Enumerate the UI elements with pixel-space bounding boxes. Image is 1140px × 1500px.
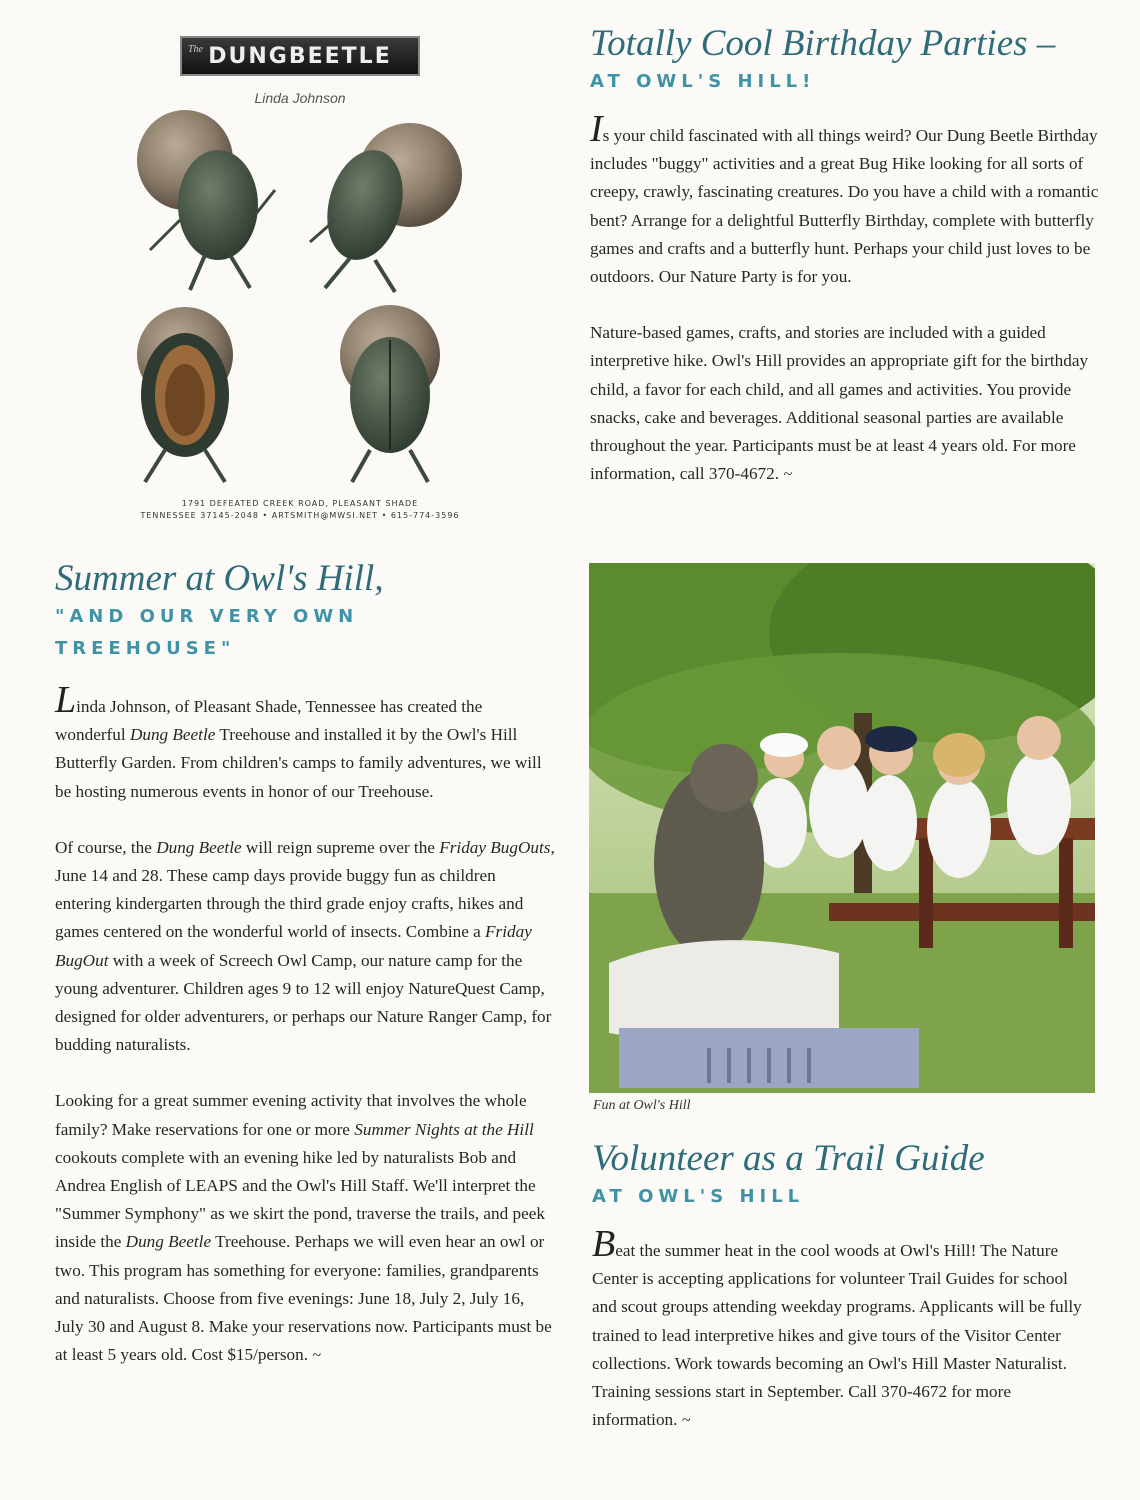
volunteer-paragraph <box>592 1223 1092 1435</box>
drop-cap: L <box>55 679 77 721</box>
summer-p1-text-a: inda Johnson, of Pleasant Shade, Tennessee has created the wonderful <box>55 697 483 745</box>
end-mark-icon: ~ <box>681 1412 691 1430</box>
summer-p3-text-a: Looking for a great summer evening activity that involves the whole family? Make reservations for one or more <box>55 1091 527 1139</box>
beetle-image-3 <box>137 307 233 482</box>
end-mark-icon: ~ <box>312 1347 321 1365</box>
logo-the-text: The <box>188 44 203 55</box>
summer-p1-text-b: Treehouse and installed it by the Owl's Hill Butterfly Garden. From children's camps to family adventures, we will be hosting numerous events in honor of our Treehouse. <box>55 725 542 801</box>
beetle-image-2 <box>310 123 462 292</box>
beetle-image-4 <box>340 305 440 482</box>
summer-title: Summer at Owl's Hill, <box>55 558 384 599</box>
photo-caption: Fun at Owl's Hill <box>593 1098 691 1113</box>
summer-p3-text-b: cookouts complete with an evening hike led by naturalists Bob and Andrea English of LEAPS and the Owl's Hill Staff. We'll interpret the "Summer Symphony" as we skirt the pond, traverse the trails, and peek inside the <box>55 1147 545 1252</box>
summer-p3-emphasis-2: Dung Beetle <box>125 1232 212 1252</box>
summer-p2-emphasis-1: Dung Beetle <box>156 837 242 857</box>
summer-paragraph-2 <box>55 834 555 1060</box>
drop-cap: B <box>592 1223 616 1265</box>
birthday-paragraph-2 <box>590 319 1110 489</box>
summer-subtitle-line-1: "AND OUR VERY OWN <box>55 606 359 627</box>
artist-name: Linda Johnson <box>254 90 346 106</box>
birthday-paragraph-1 <box>590 108 1110 291</box>
birthday-paragraph-1-text: s your child fascinated with all things weird? Our Dung Beetle Birthday includes "buggy" activities and a great Bug Hike looking for all sorts of creepy, crawly, fascinating creatures. Do you have a child with a romantic bent? Arrange for a delightful Butterfly Birthday, complete with butterfly games and crafts and a butterfly hunt. Perhaps your child just loves to be outdoors. Our Nature Party is for you. <box>590 126 1099 287</box>
summer-subtitle-line-2: TREEHOUSE" <box>55 638 236 659</box>
end-mark-icon: ~ <box>783 466 792 484</box>
summer-p1-emphasis: Dung Beetle <box>129 725 216 745</box>
summer-paragraph-1 <box>55 679 555 806</box>
dung-beetle-logo <box>180 36 420 76</box>
children-with-animal-photo <box>589 563 1095 1093</box>
drop-cap: I <box>590 108 603 150</box>
summer-paragraph-3 <box>55 1087 555 1370</box>
address-line-2: TENNESSEE 37145-2048 • ARTSMITH@MWSI.NET • 615-774-3596 <box>140 511 460 520</box>
address-line-1: 1791 DEFEATED CREEK ROAD, PLEASANT SHADE <box>181 499 419 508</box>
birthday-paragraph-2-text: Nature-based games, crafts, and stories are included with a guided interpretive hike. Owl's Hill provides an appropriate gift for the birthday child, a favor for each child, and all games and activities. You provide snacks, cake and beverages. Additional seasonal parties are available throughout the year. Participants must be at least 4 years old. For more information, call 370-4672. <box>590 323 1089 484</box>
summer-p3-emphasis-1: Summer Nights at the Hill <box>354 1119 534 1139</box>
summer-p2-text-c: , June 14 and 28. These camp days provide buggy fun as children entering kindergarten through the third grade enjoy crafts, hikes and games centered on the wonderful world of insects. Combine a <box>55 837 555 942</box>
summer-p2-emphasis-2: Friday BugOuts <box>439 837 551 857</box>
birthday-subtitle: AT OWL'S HILL! <box>590 71 816 92</box>
summer-p3-text-c: Treehouse. Perhaps we will even hear an owl or two. This program has something for everyone: families, grandparents and naturalists. Choose from five evenings: June 18, July 2, July 16, July 30 and August 8. Make your reservations now. Participants must be at least 5 years old. Cost $15/person. <box>55 1232 552 1365</box>
birthday-section <box>590 22 1110 489</box>
summer-p2-emphasis-3: Friday BugOut <box>55 922 532 970</box>
volunteer-paragraph-text: eat the summer heat in the cool woods at Owl's Hill! The Nature Center is accepting applications for volunteer Trail Guides for school and scout groups attending weekday programs. Applicants will be fully trained to lead interpretive hikes and give tours of the Visitor Center collections. Work towards becoming an Owl's Hill Master Naturalist. Training sessions start in September. Call 370-4672 for more information. <box>592 1241 1082 1430</box>
logo-text: DUNGBEETLE <box>208 43 392 69</box>
summer-section <box>55 557 555 1370</box>
volunteer-title: Volunteer as a Trail Guide <box>592 1138 985 1179</box>
artist-address <box>120 498 480 522</box>
summer-p2-text-d: with a week of Screech Owl Camp, our nature camp for the young adventurer. Children ages 9 to 12 will enjoy NatureQuest Camp, designed for older adventurers, or perhaps our Nature Ranger Camp, for budding naturalists. <box>55 950 552 1055</box>
birthday-title: Totally Cool Birthday Parties – <box>590 23 1056 64</box>
summer-p2-text-a: Of course, the <box>55 837 157 857</box>
volunteer-subtitle: AT OWL'S HILL <box>592 1186 805 1207</box>
beetle-sculpture-photos <box>120 110 480 488</box>
volunteer-section <box>592 1137 1092 1435</box>
beetle-image-1 <box>137 110 275 290</box>
summer-p2-text-b: will reign supreme over the <box>241 837 440 857</box>
dung-beetle-art-card <box>120 28 480 524</box>
